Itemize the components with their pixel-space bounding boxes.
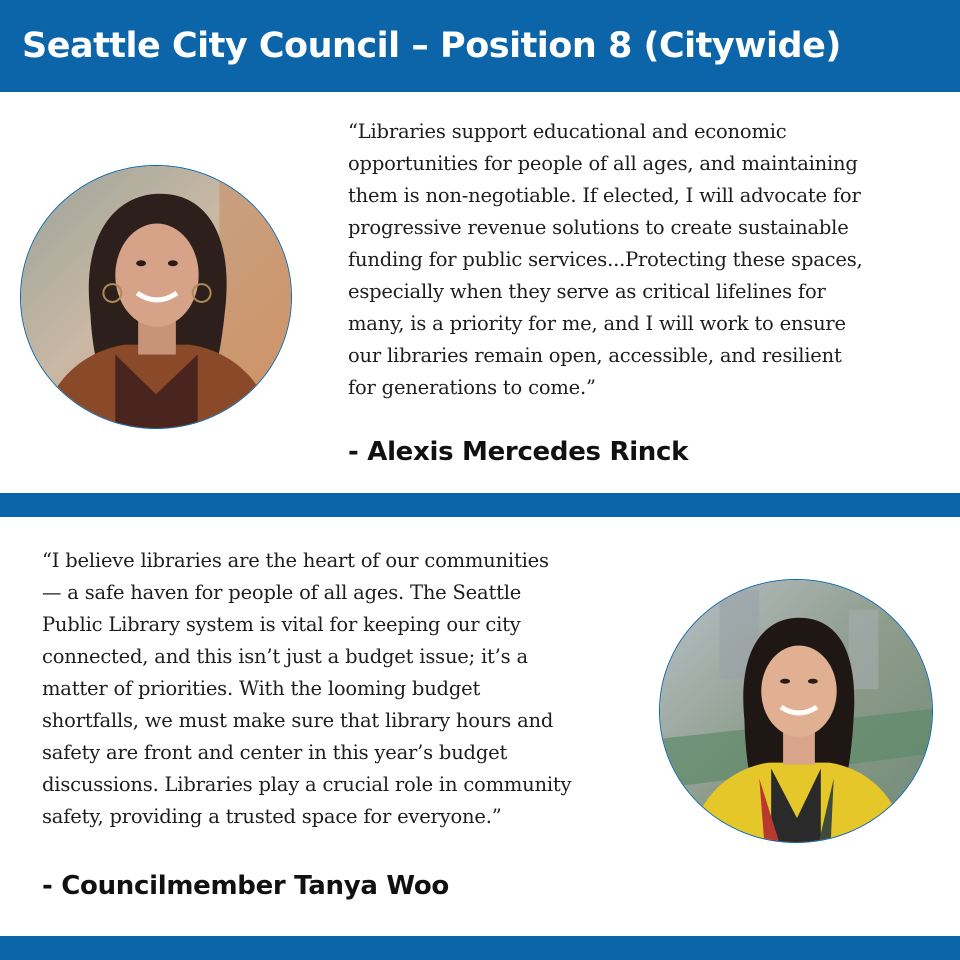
- quote-text-woo: [42, 545, 662, 833]
- quote-line: for generations to come.”: [348, 376, 596, 399]
- quote-line: funding for public services...Protecting these spaces,: [348, 248, 863, 271]
- quote-line: especially when they serve as critical lifelines for: [348, 280, 826, 303]
- quote-line: them is non-negotiable. If elected, I will advocate for: [348, 184, 861, 207]
- portrait-photo-icon: [21, 166, 291, 428]
- quote-line: discussions. Libraries play a crucial role in community: [42, 773, 572, 796]
- quote-line: safety are front and center in this year’s budget: [42, 741, 508, 764]
- quote-line: progressive revenue solutions to create sustainable: [348, 216, 849, 239]
- header-bar: [0, 0, 960, 92]
- quote-line: many, is a priority for me, and I will work to ensure: [348, 312, 846, 335]
- quote-line: opportunities for people of all ages, and maintaining: [348, 152, 858, 175]
- footer-bar: [0, 936, 960, 960]
- quote-line: — a safe haven for people of all ages. The Seattle: [42, 581, 522, 604]
- portrait-photo-icon: [660, 580, 932, 842]
- section-divider: [0, 493, 960, 517]
- quote-attribution-rinck: - Alexis Mercedes Rinck: [348, 437, 689, 467]
- quote-attribution-woo: - Councilmember Tanya Woo: [42, 871, 449, 901]
- quote-line: safety, providing a trusted space for everyone.”: [42, 805, 502, 828]
- quote-line: shortfalls, we must make sure that library hours and: [42, 709, 554, 732]
- quote-line: Public Library system is vital for keeping our city: [42, 613, 521, 636]
- page-title: Seattle City Council – Position 8 (Citywide): [22, 26, 841, 66]
- quote-line: connected, and this isn’t just a budget issue; it’s a: [42, 645, 528, 668]
- candidate-portrait-woo: [659, 579, 933, 843]
- quote-line: matter of priorities. With the looming budget: [42, 677, 481, 700]
- quote-text-rinck: [348, 116, 948, 404]
- quote-line: “I believe libraries are the heart of our communities: [42, 549, 549, 572]
- candidate-portrait-rinck: [20, 165, 292, 429]
- quote-line: “Libraries support educational and economic: [348, 120, 787, 143]
- quote-line: our libraries remain open, accessible, and resilient: [348, 344, 842, 367]
